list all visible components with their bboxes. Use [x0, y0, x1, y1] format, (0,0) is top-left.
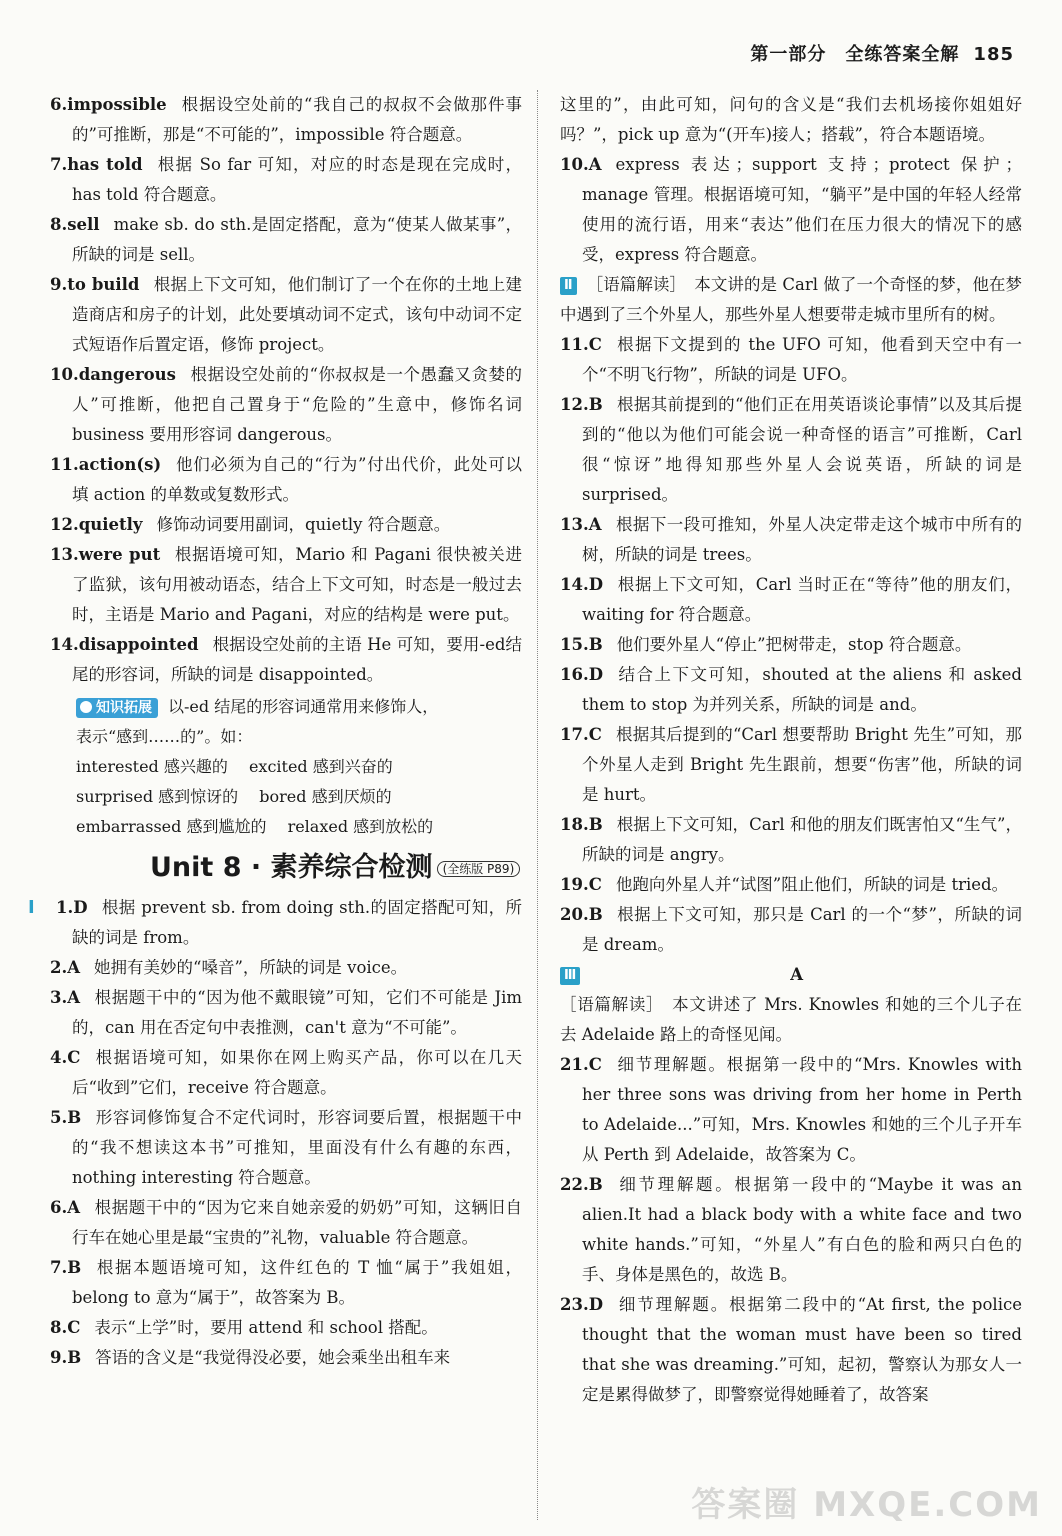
answer-item — [560, 720, 1022, 810]
answer-item — [50, 270, 522, 360]
unit-page-ref: (全练版 P89) — [437, 861, 521, 877]
answer-item: 10.A express 表达；support 支持；protect 保护；manage 管理。根据语境可知，“躺平”是中国的年轻人经常使用的流行语，用来“表达”他们在压力很大的情况下的感受，express 符合题意。 — [560, 155, 1022, 264]
answer-item — [50, 510, 522, 540]
answer-item — [50, 1193, 522, 1253]
answer-number: 1.D — [56, 897, 88, 917]
answer-number: 8.sell — [50, 215, 100, 234]
answer-number: 13.A — [560, 515, 602, 534]
answer-item — [50, 1043, 522, 1103]
left-column — [28, 90, 523, 1373]
answer-item — [560, 870, 1022, 900]
answer-number: 11.action(s) — [50, 455, 162, 474]
answer-explanation: 细节理解题。根据第一段中的“Maybe it was an alien.It had a black body with a white face and two white hands.”可知，“外星人”有白色的脸和两只白色的手、身体是黑色的，故选 B。 — [582, 1175, 1022, 1284]
answer-item — [560, 660, 1022, 720]
right-column — [560, 90, 1022, 1410]
answer-item — [560, 390, 1022, 510]
answer-number: 12.quietly — [50, 515, 143, 534]
answer-explanation: 根据上下文可知，那只是 Carl 的一个“梦”，所缺的词是 dream。 — [582, 905, 1022, 954]
answer-explanation: 表示“上学”时，要用 attend 和 school 搭配。 — [94, 1317, 438, 1337]
answer-item — [560, 630, 1022, 660]
answer-explanation: 形容词修饰复合不定代词时，形容词要后置，根据题干中的“我不想读这本书”可推知，里面没有什么有趣的东西，nothing interesting 符合题意。 — [72, 1107, 522, 1187]
answer-number: 13.were put — [50, 545, 161, 564]
answer-number: 18.B — [560, 815, 603, 834]
answer-explanation: 根据 prevent sb. from doing sth.的固定搭配可知，所缺的词是 from。 — [72, 897, 522, 947]
answer-explanation: 根据语境可知，如果你在网上购买产品，你可以在几天后“收到”它们，receive 符合题意。 — [72, 1047, 522, 1097]
column-divider — [537, 90, 538, 1520]
answer-item — [50, 540, 522, 630]
answer-explanation: 根据其前提到的“他们正在用英语谈论事情”以及其后提到的“他以为他们可能会说一种奇怪的语言”可推断，Carl 很“惊讶”地得知那些外星人会说英语，所缺的词是 surprised。 — [582, 395, 1022, 504]
section-2-reading: Ⅱ ［语篇解读］ 本文讲的是 Carl 做了一个奇怪的梦，他在梦中遇到了三个外星人，那些外星人想要带走城市里所有的树。 — [560, 275, 1022, 324]
section-3-header — [560, 960, 1022, 990]
answer-number: 5.B — [50, 1107, 82, 1127]
answer-number: 14.D — [560, 575, 604, 594]
answer-item — [560, 1170, 1022, 1290]
answer-item — [560, 1290, 1022, 1410]
answer-number: 22.B — [560, 1175, 603, 1194]
answer-number: 8.C — [50, 1317, 81, 1337]
unit-title: Unit 8 · 素养综合检测 (全练版 P89) — [150, 850, 522, 887]
section-mark: Ⅲ — [560, 967, 580, 985]
answer-item — [50, 953, 522, 983]
answer-number: 23.D — [560, 1295, 604, 1314]
tip-icon — [80, 701, 92, 713]
answer-number: 19.C — [560, 875, 602, 894]
answer-number: 17.C — [560, 725, 602, 744]
answer-number: 9.to build — [50, 275, 140, 294]
answer-item — [50, 210, 522, 270]
answer-number: 7.has told — [50, 155, 143, 174]
answer-item: Ⅰ 1.D 根据 prevent sb. from doing sth.的固定搭配可知，所缺的词是 from。 — [28, 896, 522, 947]
answer-explanation: 根据下文提到的 the UFO 可知，他看到天空中有一个“不明飞行物”，所缺的词是 UFO。 — [582, 335, 1022, 384]
answer-number: 14.disappointed — [50, 635, 199, 654]
passage-letter: A — [790, 965, 804, 984]
answer-item — [50, 1343, 522, 1373]
page-header — [750, 40, 1014, 66]
answer-explanation: 根据设空处前的主语 He 可知，要用-ed结尾的形容词，所缺的词是 disappointed。 — [72, 635, 522, 684]
section-mark: Ⅱ — [560, 277, 577, 295]
continued-text: 这里的”，由此可知，问句的含义是“我们去机场接你姐姐好吗？”，pick up 意为“(开车)接人；搭载”，符合本题语境。 — [560, 95, 1022, 144]
answer-explanation: 他跑向外星人并“试图”阻止他们，所缺的词是 tried。 — [615, 875, 1009, 894]
watermark: 答案圈 MXQE.COM — [691, 1485, 1042, 1525]
answer-number: 20.B — [560, 905, 603, 924]
answer-item — [560, 1050, 1022, 1170]
answer-explanation: 根据语境可知，Mario 和 Pagani 很快被关进了监狱，该句用被动语态，结合上下文可知，时态是一般过去时，主语是 Mario and Pagani，对应的结构是 were put。 — [72, 545, 522, 624]
answer-number: 9.B — [50, 1347, 82, 1367]
answer-item — [560, 810, 1022, 870]
answer-explanation: 答语的含义是“我觉得没必要，她会乘坐出租车来 — [95, 1347, 451, 1367]
answer-number: 2.A — [50, 957, 81, 977]
answer-explanation: 根据 So far 可知，对应的时态是现在完成时，has told 符合题意。 — [72, 155, 522, 204]
answer-item — [560, 510, 1022, 570]
answer-explanation: make sb. do sth.是固定搭配，意为“使某人做某事”，所缺的词是 sell。 — [72, 215, 522, 264]
answer-number: 7.B — [50, 1257, 82, 1277]
answer-explanation: 她拥有美妙的“嗓音”，所缺的词是 voice。 — [94, 957, 408, 977]
answer-item — [560, 330, 1022, 390]
answer-explanation: 根据题干中的“因为他不戴眼镜”可知，它们不可能是 Jim 的，can 用在否定句中表推测，can't 意为“不可能”。 — [72, 987, 522, 1037]
answer-explanation: 他们要外星人“停止”把树带走，stop 符合题意。 — [616, 635, 972, 654]
answer-explanation: 根据本题语境可知，这件红色的 T 恤“属于”我姐姐，belong to 意为“属于”，故答案为 B。 — [72, 1257, 522, 1307]
answer-number: 21.C — [560, 1055, 602, 1074]
tip-tag: 知识拓展 — [76, 698, 158, 718]
answer-number: 4.C — [50, 1047, 81, 1067]
answer-item — [560, 570, 1022, 630]
answer-item — [50, 1103, 522, 1193]
answer-item — [50, 90, 522, 150]
answer-item — [560, 900, 1022, 960]
answer-explanation: 根据设空处前的“我自己的叔叔不会做那件事的”可推断，那是“不可能的”，impossible 符合题意。 — [72, 95, 522, 144]
knowledge-tip: 知识拓展 以-ed 结尾的形容词通常用来修饰人， 表示“感到……的”。如： interested 感兴趣的 excited 感到兴奋的 surprised 感到惊讶的 bored 感到厌烦的 embarrassed 感到尴尬的 relaxed 感到放松的 — [76, 697, 439, 836]
answer-number: 10.dangerous — [50, 365, 176, 384]
answer-number: 6.A — [50, 1197, 81, 1217]
answer-number: 16.D — [560, 665, 604, 684]
answer-explanation: 根据下一段可推知，外星人决定带走这个城市中所有的树，所缺的词是 trees。 — [582, 515, 1022, 564]
answer-explanation: 根据题干中的“因为它来自她亲爱的奶奶”可知，这辆旧自行车在她心里是最“宝贵的”礼物，valuable 符合题意。 — [72, 1197, 522, 1247]
answer-number: 3.A — [50, 987, 81, 1007]
answer-number: 12.B — [560, 395, 603, 414]
answer-item — [50, 1253, 522, 1313]
answer-item — [50, 1313, 522, 1343]
answer-explanation: 根据上下文可知，Carl 和他的朋友们既害怕又“生气”，所缺的词是 angry。 — [582, 815, 1022, 864]
answer-explanation: 他们必须为自己的“行为”付出代价，此处可以填 action 的单数或复数形式。 — [72, 455, 522, 504]
page-number: 185 — [973, 44, 1014, 65]
answer-explanation: 修饰动词要用副词，quietly 符合题意。 — [156, 515, 451, 534]
answer-item — [50, 450, 522, 510]
answer-item — [50, 630, 522, 690]
answer-item — [50, 983, 522, 1043]
answer-explanation: 根据上下文可知，Carl 当时正在“等待”他的朋友们，waiting for 符合题意。 — [582, 575, 1022, 624]
section-title: 第一部分 全练答案全解 — [750, 44, 960, 65]
answer-explanation: 根据其后提到的“Carl 想要帮助 Bright 先生”可知，那个外星人走到 Bright 先生跟前，想要“伤害”他，所缺的词是 hurt。 — [582, 725, 1022, 804]
answer-number: 6.impossible — [50, 95, 167, 114]
answer-explanation: 细节理解题。根据第二段中的“At first, the police thought that the woman must have been so tired that she was dreaming.”可知，起初，警察认为那女人一定是累得做梦了，即警察觉得她睡着了，故答案 — [582, 1295, 1022, 1404]
answer-number: 15.B — [560, 635, 603, 654]
answer-explanation: 结合上下文可知，shouted at the aliens 和 asked them to stop 为并列关系，所缺的词是 and。 — [582, 665, 1022, 714]
answer-item — [50, 360, 522, 450]
answer-explanation: 根据设空处前的“你叔叔是一个愚蠢又贪婪的人”可推断，他把自己置身于“危险的”生意中，修饰名词 business 要用形容词 dangerous。 — [72, 365, 522, 444]
answer-number: 11.C — [560, 335, 602, 354]
section-3-reading: ［语篇解读］ 本文讲述了 Mrs. Knowles 和她的三个儿子在去 Adelaide 路上的奇怪见闻。 — [560, 995, 1022, 1044]
answer-explanation: 根据上下文可知，他们制订了一个在你的土地上建造商店和房子的计划，此处要填动词不定式，该句中动词不定式短语作后置定语，修饰 project。 — [72, 275, 523, 354]
answer-item — [50, 150, 522, 210]
answer-explanation: 细节理解题。根据第一段中的“Mrs. Knowles with her three sons was driving from her home in Perth to Adelaide...”可知，Mrs. Knowles 和她的三个儿子开车从 Perth 到 Adelaide，故答案为 C。 — [582, 1055, 1022, 1164]
